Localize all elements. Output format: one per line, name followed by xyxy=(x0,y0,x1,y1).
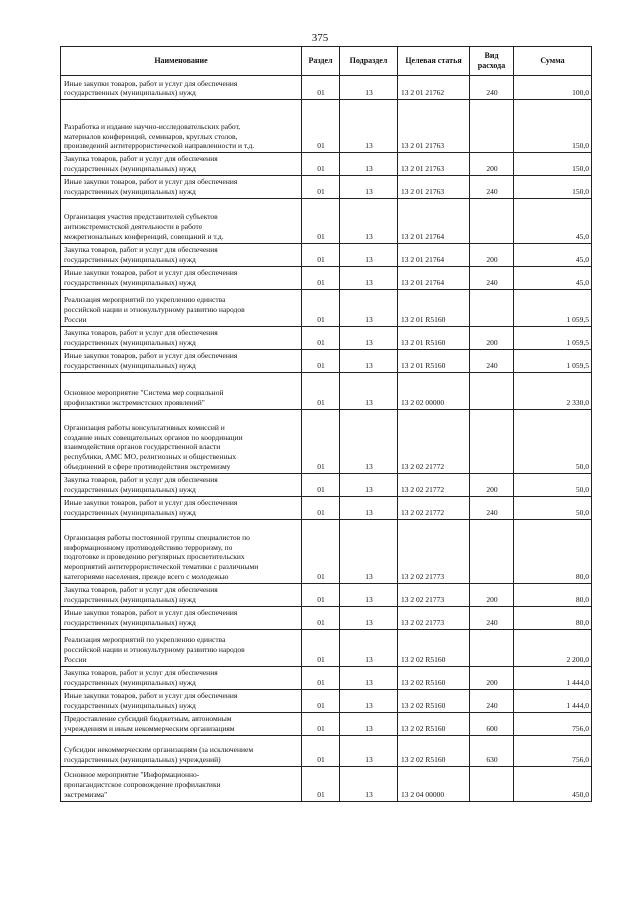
row-sum: 756,0 xyxy=(514,735,592,766)
row-name: Разработка и издание научно-исследовательских работ, материалов конференций, семинаров, круглых столов, произведений антитеррористической направленности и т.д. xyxy=(61,100,302,153)
row-target: 13 2 01 21764 xyxy=(398,198,470,243)
table-row xyxy=(61,175,592,198)
row-sum: 50,0 xyxy=(514,409,592,473)
row-target: 13 2 02 R5160 xyxy=(398,689,470,712)
row-target: 13 2 02 R5160 xyxy=(398,629,470,666)
row-section: 01 xyxy=(302,766,340,801)
header-name: Наименование xyxy=(61,47,302,76)
row-sum: 100,0 xyxy=(514,76,592,100)
table-row xyxy=(61,349,592,372)
table-row xyxy=(61,629,592,666)
table-row xyxy=(61,712,592,735)
row-subsection: 13 xyxy=(340,175,398,198)
row-sum: 50,0 xyxy=(514,496,592,519)
row-section: 01 xyxy=(302,666,340,689)
row-subsection: 13 xyxy=(340,409,398,473)
row-section: 01 xyxy=(302,76,340,100)
row-name: Закупка товаров, работ и услуг для обеспечения государственных (муниципальных) нужд xyxy=(61,153,302,176)
row-sum: 80,0 xyxy=(514,606,592,629)
table-row xyxy=(61,735,592,766)
row-name: Иные закупки товаров, работ и услуг для обеспечения государственных (муниципальных) нужд xyxy=(61,175,302,198)
row-subsection: 13 xyxy=(340,606,398,629)
row-section: 01 xyxy=(302,349,340,372)
row-expense-type xyxy=(470,766,514,801)
row-expense-type xyxy=(470,519,514,583)
budget-table xyxy=(60,46,592,802)
row-target: 13 2 02 21772 xyxy=(398,409,470,473)
page-number: 375 xyxy=(311,32,329,44)
row-subsection: 13 xyxy=(340,583,398,606)
row-sum: 80,0 xyxy=(514,519,592,583)
row-name: Иные закупки товаров, работ и услуг для обеспечения государственных (муниципальных) нужд xyxy=(61,689,302,712)
row-subsection: 13 xyxy=(340,266,398,289)
table-row xyxy=(61,766,592,801)
row-expense-type xyxy=(470,198,514,243)
row-expense-type xyxy=(470,100,514,153)
row-subsection: 13 xyxy=(340,100,398,153)
row-sum: 450,0 xyxy=(514,766,592,801)
row-sum: 1 059,5 xyxy=(514,326,592,349)
table-row xyxy=(61,372,592,409)
row-section: 01 xyxy=(302,153,340,176)
row-section: 01 xyxy=(302,175,340,198)
row-subsection: 13 xyxy=(340,766,398,801)
row-expense-type: 240 xyxy=(470,606,514,629)
row-expense-type: 200 xyxy=(470,666,514,689)
table-row xyxy=(61,266,592,289)
row-expense-type: 600 xyxy=(470,712,514,735)
row-target: 13 2 02 21773 xyxy=(398,583,470,606)
row-target: 13 2 02 21772 xyxy=(398,496,470,519)
row-name: Организация участия представителей субъектов антиэкстремистской деятельности в работе межрегиональных конференций, совещаний и т.д. xyxy=(61,198,302,243)
table-row xyxy=(61,100,592,153)
row-subsection: 13 xyxy=(340,735,398,766)
row-subsection: 13 xyxy=(340,349,398,372)
row-sum: 150,0 xyxy=(514,153,592,176)
row-sum: 45,0 xyxy=(514,266,592,289)
row-section: 01 xyxy=(302,473,340,496)
row-target: 13 2 02 00000 xyxy=(398,372,470,409)
row-section: 01 xyxy=(302,629,340,666)
row-target: 13 2 01 21764 xyxy=(398,266,470,289)
table-row xyxy=(61,243,592,266)
row-expense-type: 200 xyxy=(470,473,514,496)
row-target: 13 2 01 21762 xyxy=(398,76,470,100)
row-subsection: 13 xyxy=(340,289,398,326)
row-section: 01 xyxy=(302,496,340,519)
row-section: 01 xyxy=(302,266,340,289)
row-section: 01 xyxy=(302,409,340,473)
row-target: 13 2 01 21763 xyxy=(398,153,470,176)
table-row xyxy=(61,689,592,712)
row-expense-type: 630 xyxy=(470,735,514,766)
row-subsection: 13 xyxy=(340,519,398,583)
row-name: Реализация мероприятий по укреплению единства российской нации и этнокультурному развитию народов России xyxy=(61,629,302,666)
row-target: 13 2 01 R5160 xyxy=(398,349,470,372)
row-target: 13 2 02 R5160 xyxy=(398,666,470,689)
table-body xyxy=(61,76,592,802)
row-target: 13 2 02 R5160 xyxy=(398,712,470,735)
row-target: 13 2 01 R5160 xyxy=(398,326,470,349)
row-target: 13 2 02 21773 xyxy=(398,519,470,583)
table-row xyxy=(61,473,592,496)
row-name: Основное мероприятие "Система мер социальной профилактики экстремистских проявлений" xyxy=(61,372,302,409)
row-subsection: 13 xyxy=(340,473,398,496)
row-section: 01 xyxy=(302,519,340,583)
row-expense-type: 240 xyxy=(470,496,514,519)
row-name: Организация работы консультативных комиссий и создание иных совещательных органов по координации взаимодействия органов государственной власти республики, АМС МО, религиозных и общественных объединений в сфере противодействия экстремизму xyxy=(61,409,302,473)
row-subsection: 13 xyxy=(340,689,398,712)
row-sum: 1 059,5 xyxy=(514,349,592,372)
table-row xyxy=(61,326,592,349)
header-expense-type: Вид расхода xyxy=(470,47,514,76)
row-expense-type: 200 xyxy=(470,153,514,176)
row-expense-type: 240 xyxy=(470,689,514,712)
row-section: 01 xyxy=(302,606,340,629)
row-section: 01 xyxy=(302,289,340,326)
row-expense-type xyxy=(470,372,514,409)
row-sum: 2 200,0 xyxy=(514,629,592,666)
row-target: 13 2 01 21763 xyxy=(398,100,470,153)
row-name: Реализация мероприятий по укреплению единства российской нации и этнокультурному развитию народов России xyxy=(61,289,302,326)
row-name: Закупка товаров, работ и услуг для обеспечения государственных (муниципальных) нужд xyxy=(61,243,302,266)
table-row xyxy=(61,519,592,583)
row-expense-type: 240 xyxy=(470,266,514,289)
row-expense-type xyxy=(470,629,514,666)
row-subsection: 13 xyxy=(340,496,398,519)
row-expense-type xyxy=(470,409,514,473)
row-subsection: 13 xyxy=(340,666,398,689)
row-name: Иные закупки товаров, работ и услуг для обеспечения государственных (муниципальных) нужд xyxy=(61,266,302,289)
row-name: Иные закупки товаров, работ и услуг для обеспечения государственных (муниципальных) нужд xyxy=(61,496,302,519)
row-sum: 45,0 xyxy=(514,243,592,266)
row-name: Закупка товаров, работ и услуг для обеспечения государственных (муниципальных) нужд xyxy=(61,473,302,496)
row-subsection: 13 xyxy=(340,198,398,243)
row-section: 01 xyxy=(302,198,340,243)
row-section: 01 xyxy=(302,243,340,266)
row-target: 13 2 01 R5160 xyxy=(398,289,470,326)
row-section: 01 xyxy=(302,583,340,606)
row-name: Предоставление субсидий бюджетным, автономным учреждениям и иным некоммерческим организациям xyxy=(61,712,302,735)
table-row xyxy=(61,409,592,473)
row-expense-type xyxy=(470,289,514,326)
row-sum: 1 444,0 xyxy=(514,666,592,689)
row-sum: 150,0 xyxy=(514,175,592,198)
row-target: 13 2 02 21772 xyxy=(398,473,470,496)
row-target: 13 2 01 21763 xyxy=(398,175,470,198)
row-name: Закупка товаров, работ и услуг для обеспечения государственных (муниципальных) нужд xyxy=(61,583,302,606)
row-sum: 756,0 xyxy=(514,712,592,735)
row-name: Закупка товаров, работ и услуг для обеспечения государственных (муниципальных) нужд xyxy=(61,326,302,349)
row-sum: 50,0 xyxy=(514,473,592,496)
row-name: Субсидии некоммерческим организациям (за исключением государственных (муниципальных) учреждений) xyxy=(61,735,302,766)
row-name: Иные закупки товаров, работ и услуг для обеспечения государственных (муниципальных) нужд xyxy=(61,76,302,100)
row-name: Иные закупки товаров, работ и услуг для обеспечения государственных (муниципальных) нужд xyxy=(61,606,302,629)
table-row xyxy=(61,666,592,689)
row-subsection: 13 xyxy=(340,629,398,666)
header-subsection: Подраздел xyxy=(340,47,398,76)
row-target: 13 2 02 R5160 xyxy=(398,735,470,766)
row-expense-type: 240 xyxy=(470,175,514,198)
table-row xyxy=(61,198,592,243)
row-expense-type: 200 xyxy=(470,326,514,349)
row-sum: 1 059,5 xyxy=(514,289,592,326)
table-row xyxy=(61,496,592,519)
table-row xyxy=(61,289,592,326)
table-row xyxy=(61,583,592,606)
row-name: Основное мероприятие "Информационно- пропагандистское сопровождение профилактики экстремизма" xyxy=(61,766,302,801)
row-section: 01 xyxy=(302,689,340,712)
row-subsection: 13 xyxy=(340,326,398,349)
row-sum: 45,0 xyxy=(514,198,592,243)
row-target: 13 2 01 21764 xyxy=(398,243,470,266)
table-row xyxy=(61,76,592,100)
table-row xyxy=(61,606,592,629)
row-expense-type: 240 xyxy=(470,349,514,372)
header-section: Раздел xyxy=(302,47,340,76)
row-subsection: 13 xyxy=(340,243,398,266)
row-section: 01 xyxy=(302,100,340,153)
row-expense-type: 200 xyxy=(470,243,514,266)
row-section: 01 xyxy=(302,372,340,409)
row-sum: 1 444,0 xyxy=(514,689,592,712)
row-sum: 80,0 xyxy=(514,583,592,606)
row-target: 13 2 02 21773 xyxy=(398,606,470,629)
row-subsection: 13 xyxy=(340,153,398,176)
row-expense-type: 200 xyxy=(470,583,514,606)
row-subsection: 13 xyxy=(340,76,398,100)
row-expense-type: 240 xyxy=(470,76,514,100)
table-row xyxy=(61,153,592,176)
row-section: 01 xyxy=(302,712,340,735)
table-header-row xyxy=(61,47,592,76)
row-subsection: 13 xyxy=(340,712,398,735)
row-section: 01 xyxy=(302,735,340,766)
row-name: Закупка товаров, работ и услуг для обеспечения государственных (муниципальных) нужд xyxy=(61,666,302,689)
row-name: Иные закупки товаров, работ и услуг для обеспечения государственных (муниципальных) нужд xyxy=(61,349,302,372)
row-name: Организация работы постоянной группы специалистов по информационному противодействию терроризму, по подготовке и проведению регулярных просветительских мероприятий антитеррористической тематики с различными категориями населения, прежде всего с молодежью xyxy=(61,519,302,583)
row-sum: 150,0 xyxy=(514,100,592,153)
header-sum: Сумма xyxy=(514,47,592,76)
header-target: Целевая статья xyxy=(398,47,470,76)
row-sum: 2 330,0 xyxy=(514,372,592,409)
row-section: 01 xyxy=(302,326,340,349)
row-target: 13 2 04 00000 xyxy=(398,766,470,801)
row-subsection: 13 xyxy=(340,372,398,409)
